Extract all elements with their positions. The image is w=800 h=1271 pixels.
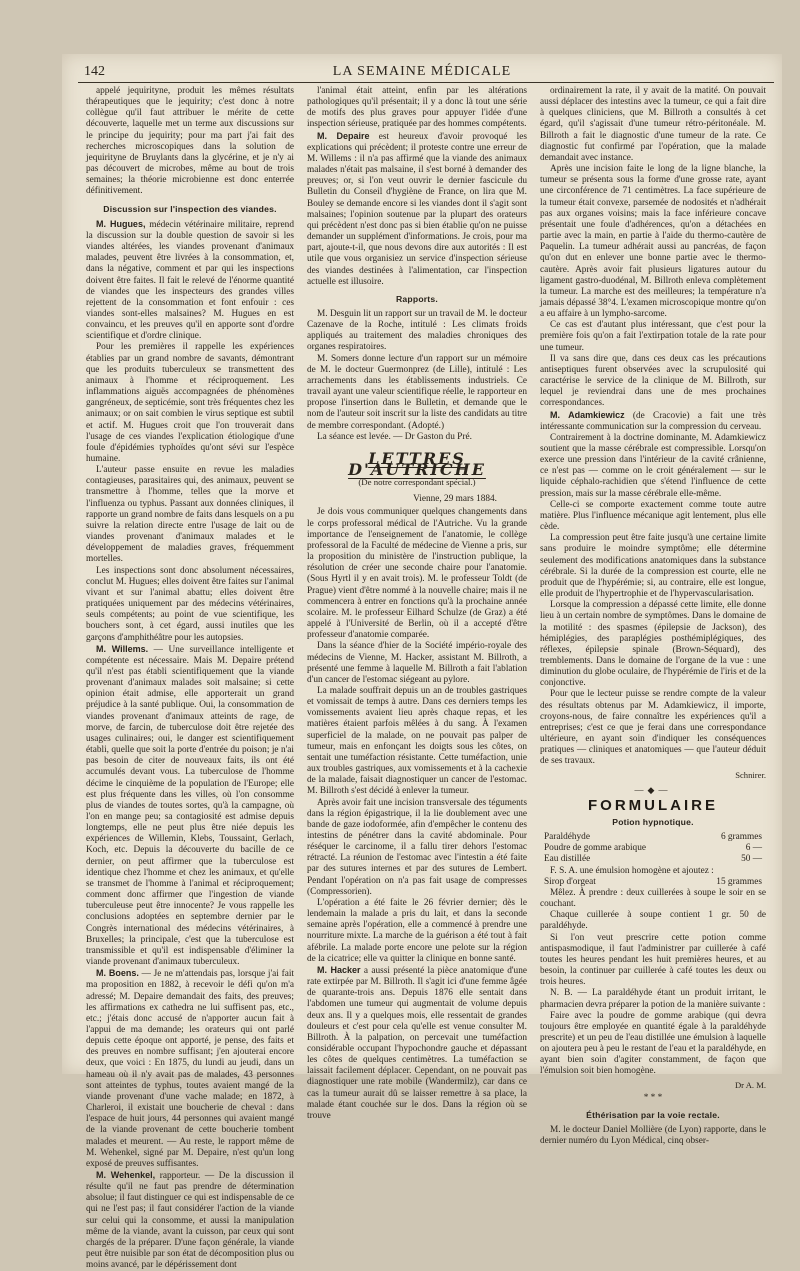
signature: Schnirer.	[735, 769, 766, 780]
newspaper-page	[62, 54, 782, 1271]
speaker-name: M. Boens.	[96, 968, 139, 979]
paragraph: Je dois vous communiquer quelques changements dans le corps professoral médical de l'Autriche. Vu la grande importance de l'enseignement de l'anatomie, le collège professoral de la Faculté de médecine de Vienne a pris, sur la proposition du ministère de l'instruction publique, la résolution de créer une seconde chaire pour l'anatomie. (Sous Hyrtl il y en avait trois). M. le professeur Toldt (de Prague) vient d'être nommé à la nouvelle chaire; mais il ne commencera à entrer en fonctions qu'à la prochaine année scolaire. M. le professeur Eilhard Schulze (de Graz) a été appelé à l'Université de Berlin, où il a accepté d'être professeur d'anatomie comparée.	[307, 507, 527, 641]
ingredient-name: Eau distillée	[544, 854, 591, 865]
recipe-line	[540, 832, 766, 843]
journal-title: LA SEMAINE MÉDICALE	[332, 64, 512, 79]
letter-date: Vienne, 29 mars 1884.	[413, 494, 497, 505]
speaker-name: M. Hugues,	[96, 218, 146, 229]
ingredient-qty: 6 —	[745, 843, 762, 854]
paragraph-text: est heureux d'avoir provoqué les explications qui précèdent; il proteste contre une erreur de M. Willems : il n'a pas affirmé que la viande des animaux malades n'était pas malsaine, il s'est borné à demander des preuves; or, si l'on veut ouvrir le dernier fascicule du Bulletin du Conseil d'hygiène de France, on lira que M. Bouley se demande encore si les viandes dont il s'agit sont malsaines; l'opinion soutenue par la plupart des orateurs qui précèdent n'est donc pas si bien établie qu'on ne puisse demander un supplément d'informations. Je crois, pour ma part, ajoute-t-il, que nous devons dire aux autorités : Il est utile que vous organisiez un service d'inspection sérieuse des viandes destinées à l'alimentation, car l'inspection actuelle est illusoire.	[307, 131, 527, 287]
speaker-name: M. Depaire	[317, 130, 370, 141]
ingredient-name: Sirop d'orgeat	[544, 876, 596, 887]
paragraph: Contrairement à la doctrine dominante, M. Adamkiewicz soutient que la masse cérébrale est compressible. Lorsqu'on exerce une pression dans l'intérieur de la cavité crânienne, ce n'est pas — comme on le croit généralement — sur le liquide céphalo-rachidien que s'étend l'influence de cette pression, mais sur la masse cérébrale elle-même.	[540, 432, 766, 499]
column-1	[86, 86, 294, 1271]
signature: Dr A. M.	[734, 1079, 766, 1090]
paragraph: L'opération a été faite le 26 février dernier; dès le lendemain la malade a pris du lait, et dans la seconde semaine après l'opération, elle a commencé à prendre une nourriture mixte. La marche de la guérison a été tout à fait afébrile. La malade porte encore une pelote sur la région de la cicatrice; elle va quitter la clinique en bonne santé.	[307, 897, 527, 964]
page-number: 142	[84, 64, 105, 79]
paragraph: Celle-ci se comporte exactement comme toute autre matière. Plus l'influence mécanique agit lentement, plus elle cède.	[540, 499, 766, 533]
ornament-divider: —◆—	[634, 784, 672, 795]
paragraph: ordinairement la rate, il y avait de la matité. On pouvait aussi déplacer des intestins avec la tumeur, ce qui a fait dire à quelques cliniciens, que M. Billroth a consultés à cet égard, qu'il s'agissait d'une tumeur rétro-péritonéale. M. Billroth a fait le diagnostic d'une tumeur de la rate. Ce diagnostic fut confirmé par l'opération, que la malade demandait avec instance.	[540, 86, 766, 163]
paragraph-text: a aussi présenté la pièce anatomique d'une rate extirpée par M. Billroth. Il s'agit ici d'une femme âgée de quarante-trois ans. Depuis 1876 elle sentait dans l'abdomen une tumeur qui augmentait de volume depuis deux ans. Il y a quelques mois, elle ressentait de grandes douleurs et c'est pour cela qu'elle est venue consulter M. Billroth. À la palpation, on percevait une tuméfaction considérable occupant l'hypochondre gauche et dépassant les côtes de quelques centimètres. La tuméfaction se laissait facilement déplacer. Cependant, on ne pouvait pas diagnostiquer une rate mobile (Wandermilz), car dans ce cas la tumeur aurait dû se laisser remettre à sa place, la malade étant couchée sur le dos. Dans la région où se trouve	[307, 965, 527, 1121]
header-rule	[78, 82, 774, 83]
paragraph	[86, 644, 294, 969]
page-header	[62, 58, 782, 78]
paragraph: La compression peut être faite jusqu'à une certaine limite sans produire le moindre symptôme; elle détermine seulement des modifications anatomiques dans la substance cérébrale. Si la durée de la compression est courte, elle ne produit que de l'hypérémie; si, au contraire, elle est longue, elle produit de l'hypertrophie et de l'hypervascularisation.	[540, 533, 766, 600]
correspondent-note: (De notre correspondant spécial.)	[358, 477, 476, 488]
paragraph	[540, 410, 766, 433]
paragraph	[86, 1170, 294, 1271]
paragraph: La malade souffrait depuis un an de troubles gastriques et vomissait de temps à autre. Dans ces derniers temps les vomissements avaient lieu après chaque repas, et les matières étaient parfois mêlées à du sang. À l'examen superficiel de la malade, on ne pouvait pas palper de tumeur, mais en enfonçant les doigts sous les côtes, on sentait une tuméfaction résistante. Cette tuméfaction, unie aux troubles gastriques, aux vomissements et à la cachexie de la malade, faisait diagnostiquer un cancer de l'estomac. M. Billroth s'est décidé à enlever la tumeur.	[307, 685, 527, 797]
formulaire-heading: FORMULAIRE	[588, 796, 718, 814]
paragraph: Pour les premières il rappelle les expériences établies par un grand nombre de savants, démontrant que les produits tuberculeux se transmettent des animaux à l'homme et réciproquement. Les inflammations aiguës accompagnées de phénomènes gangréneux, de septicémie, sont très fréquentes chez les animaux; or on sait combien le virus septique est subtil et actif. M. Hugues croit que l'on trouverait dans l'usage de ces viandes l'explication étiologique d'une foule d'épidémies typhoïdes qu'ont sévi sur l'espèce humaine.	[86, 342, 294, 464]
paragraph	[307, 131, 527, 288]
paragraph: Lorsque la compression a dépassé cette limite, elle donne lieu à un certain nombre de symptômes. Dans le domaine de la motilité : des spasmes (épilepsie de Jackson), des hémiplégies, des paraplégies posthémiplégiques, des réflexes, épilepsie spinale (Brown-Séquard), des tremblements. Dans le domaine de l'organe de la vue : une diminution du globe oculaire, de l'hypérémie de l'iris et de la conjonctive.	[540, 600, 766, 689]
paragraph: L'auteur passe ensuite en revue les maladies contagieuses, parasitaires qui, des animaux, peuvent se transmettre à l'homme, telles que la morve et l'influenza ou typhus. Passant aux données cliniques, il rapporte un grand nombre de faits dans lesquels on a pu suivre la relation directe entre l'usage de lait ou de viandes provenant d'animaux malades et le développement de maladies graves, fréquemment mortelles.	[86, 465, 294, 565]
speaker-name: M. Wehenkel,	[96, 1170, 156, 1180]
recipe-line	[540, 877, 766, 888]
paragraph-text: médecin vétérinaire militaire, reprend la discussion sur la double question de savoir si les viandes altérées, les viandes provenant d'animaux malades, peuvent être livrées à la consommation, et, dans la négative, comment et par qui les inspections doivent être faites. Il fait le relevé de l'énorme quantité de viandes que les inspecteurs des grandes villes rejettent de la consommation et font enfouir : ces viandes sont-elles malsaines? M. Hugues en est convaincu, et les preuves qu'il en apporte sont d'ordre scientifique et d'ordre clinique.	[86, 219, 294, 342]
recipe-heading: Potion hypnotique.	[612, 817, 694, 827]
paragraph: Faire avec la poudre de gomme arabique (qui devra toujours être employée en quantité égale à la paraldéhyde prescrite) et un peu de l'eau distillée une émulsion à laquelle on ajoutera peu à peu le restant de l'eau et la paraldéhyde, en ayant bien soin d'agiter constamment, de façon que l'émulsion soit bien homogène.	[540, 1010, 766, 1077]
paragraph: l'animal était atteint, enfin par les altérations pathologiques qu'il présentait; il y a donc là tout une série de motifs des plus graves pour appuyer l'idée d'une inspection sérieuse, pratiquée par des hommes compétents.	[307, 86, 527, 130]
column-2	[307, 86, 527, 1121]
paragraph	[307, 965, 527, 1122]
ingredient-name: Paraldéhyde	[544, 832, 590, 843]
paragraph: Après une incision faite le long de la ligne blanche, la tumeur se présenta sous la forme d'une grosse rate, ayant une circonférence de 71 centimètres. La face supérieure de la tumeur était convexe, parsemée de nodosités et n'adhérait pas aux organes voisins; mais la face inférieure concave présentait une foule d'adhérences, qu'on a détachées en partie avec la main, en partie à l'aide du thermo-cautère de Paquelin. La tumeur adhérait aussi au pancréas, de façon qu'on dut en enlever une bonne partie avec le thermo-cautère. Après avoir fait plusieurs ligatures autour du ligament gastro-duodénal, M. Billroth enleva complètement la tumeur. La marche est des meilleures; la température n'a jamais dépassé 38°4. L'examen microscopique montre qu'on a eu affaire à un lympho-sarcome.	[540, 164, 766, 320]
paragraph: M. le docteur Daniel Mollière (de Lyon) rapporte, dans le dernier numéro du Lyon Médical, cinq obser-	[540, 1125, 766, 1147]
paragraph: Il va sans dire que, dans ces deux cas les précautions antiseptiques furent observées avec la scrupulosité qui caractérise le service de la clinique de M. Billroth, sur lequel je reviendrai dans une de mes prochaines correspondances.	[540, 353, 766, 409]
paragraph: appelé jequirityne, produit les mêmes résultats thérapeutiques que le jequirity; c'est donc à notre collègue qu'il faut attribuer le mérite de cette découverte, laquelle met un terme aux discussions sur le principe du jequirity; pour ma part j'ai fait des recherches microscopiques dans la solution de jequirityne de Bruylants dans la glycérine, et je n'y ai pas découvert de microbes, même au bout de trois semaines; la théorie microbienne est donc enterrée définitivement.	[86, 86, 294, 197]
paragraph: N. B. — La paraldéhyde étant un produit irritant, le pharmacien devra préparer la potion de la manière suivante :	[540, 988, 766, 1010]
section-heading-inspection: Discussion sur l'inspection des viandes.	[103, 203, 277, 214]
ingredient-qty: 6 grammes	[720, 832, 762, 843]
speaker-name: M. Adamkiewicz	[550, 409, 625, 420]
paragraph: Mêlez. À prendre : deux cuillerées à soupe le soir en se couchant.	[540, 887, 766, 910]
paragraph-text: — Je ne m'attendais pas, lorsque j'ai fait ma proposition en 1882, à recevoir le défi qu'on m'a adressé; M. Depaire demandait des faits, des preuves; les affirmations ex cathedra ne lui suffisent pas, etc., etc.; j'étais donc accusé de n'apporter aucun fait à l'appui de ma demande; les orateurs qui ont parlé depuis cette époque ont apporté, je pense, des faits et des preuves en nombre suffisant; j'en ajouterai encore deux, que voici : En 1875, du lundi au jeudi, dans un hameau où il n'y avait pas de malades, 43 personnes sont atteintes de typhus, toutes avaient mangé de la viande provenant d'une vache malade; en 1872, à Charleroi, il existait une boucherie de cheval : dans l'espace de huit jours, 44 personnes qui avaient mangé de la viande provenant de cette boucherie tombent malades et meurent. — Au reste, le rapport même de M. Wehenkel, signé par M. Depaire, n'est qu'un long exposé de preuves suffisantes.	[86, 969, 294, 1169]
ingredient-name: Poudre de gomme arabique	[544, 843, 646, 854]
paragraph-text: (de Cracovie) a fait une très intéressante communication sur la compression du cerveau.	[540, 410, 766, 432]
paragraph: Si l'on veut prescrire cette potion comme antispasmodique, il faut l'administrer par cuillerée à café toutes les heures pendant les huit premières heures, et au besoin, la continuer par cuillerée à café toutes les deux ou trois heures.	[540, 932, 766, 988]
paragraph: Pour que le lecteur puisse se rendre compte de la valeur des résultats obtenus par M. Adamkiewicz, il importe, croyons-nous, de faire connaître les expériences qu'il a entreprises; c'est ce que je ferai dans une correspondance ultérieure, en ayant soin d'indiquer les conséquences pratiques — cliniques et anatomiques — que l'auteur déduit de ses travaux.	[540, 689, 766, 767]
session-close: La séance est levée. — Dr Gaston du Pré.	[317, 431, 472, 442]
paragraph-text: — Une surveillance intelligente et compétente est nécessaire. Mais M. Depaire prétend qu'il n'est pas établi scientifiquement que la viande provenant d'animaux malades soit malsaine; si cette opinion était admise, elle apporterait un grand préjudice à la santé publique. Oui, la consommation de viandes provenant d'animaux atteints de rage, de morve, de farcin, de tuberculose doit être rejetée des usages culinaires; oui, le danger est scientifiquement établi, quelle que soit la porte d'entrée du poison; je n'ai pas besoin de citer de nouveaux faits, ils ont été accumulés devant vous. La tuberculose de l'homme décime le cinquième de la population de l'Europe; elle est plus fréquente dans les villes, où l'on consomme plus de viandes de toutes sortes, qu'à la campagne, où l'on en mange peu; sa contagiosité est admise depuis longtemps, elle ne peut plus être niée depuis les expériences de Willemin, Klebs, Toussaint, Gerlach, Koch, etc. Depuis la découverte du bacille de ce dernier, on peut affirmer que la tuberculose est identique chez l'homme et chez les animaux, et qu'elle se transmet de l'homme à l'animal et réciproquement; comment donc affirmer que l'ingestion de viande tuberculeuse peut être innocente? Je vous rappelle les conclusions adoptées en septembre dernier par le Congrès international des médecins vétérinaires, à Bruxelles; la principale, c'est que la tuberculose est transmissible et qu'il est indispensable d'éliminer la viande provenant d'animaux tuberculeux.	[86, 644, 294, 968]
paragraph-text: rapporteur. — De la discussion il résulte qu'il ne faut pas prendre de détermination absolue; il faut distinguer ce qui est indispensable de ce qui ne l'est pas; il faut considérer l'action de la viande sur celui qui la consomme, et aussi la manipulation même de la viande, avant la cuisson, par ceux qui sont chargés de la préparer. D'une façon générale, la viande peut être nuisible par son état de décomposition plus ou moins avancé, par le dépérissement dont	[86, 1171, 294, 1271]
paragraph: Dans la séance d'hier de la Société império-royale des médecins de Vienne, M. Hacker, assistant M. Billroth, a présenté une femme à laquelle M. Billroth a fait l'ablation d'un cancer de l'estomac siégeant au pylore.	[307, 641, 527, 685]
speaker-name: M. Willems.	[96, 643, 149, 654]
paragraph: Ce cas est d'autant plus intéressant, que c'est pour la première fois qu'on a fait l'extirpation totale de la rate pour une tumeur.	[540, 320, 766, 353]
paragraph: Après avoir fait une incision transversale des téguments dans la région épigastrique, il la lie doublement avec une bande de gaze iodoformée, afin d'empêcher le contenu des intestins de pénétrer dans la cavité abdominale. Pour réséquer le carcinome, il a fallu tirer dehors l'estomac rétracté. La réunion de l'estomac avec l'intestin a été faite par des sutures internes et par des sutures de Lembert. Pendant l'opération on n'a pas fait usage de compresses (Compressorien).	[307, 797, 527, 897]
recipe-line	[540, 854, 766, 865]
paragraph: Chaque cuillerée à soupe contient 1 gr. 50 de paraldéhyde.	[540, 910, 766, 932]
paragraph	[86, 968, 294, 1170]
paragraph: M. Desguin lit un rapport sur un travail de M. le docteur Cazenave de la Roche, intitulé : Les climats froids appliqués au traitement des maladies chroniques des organes respiratoires.	[307, 308, 527, 353]
section-heading-rapports: Rapports.	[396, 293, 438, 304]
paragraph	[86, 219, 294, 343]
section-heading-etherisation: Éthérisation par la voie rectale.	[586, 1109, 720, 1120]
speaker-name: M. Hacker	[317, 964, 361, 975]
ingredient-qty: 50 —	[741, 854, 762, 865]
asterism: * * *	[643, 1092, 663, 1103]
recipe-line	[540, 843, 766, 854]
paragraph: Les inspections sont donc absolument nécessaires, conclut M. Hugues; elles doivent être faites sur l'animal vivant et sur l'animal abattu; elles doivent être pratiquées uniquement par des médecins vétérinaires, seuls compétents; au point de vue scientifique, les bouchers sont, à cet égard, aussi inutiles que les garçons d'amphithéâtre pour les autopsies.	[86, 565, 294, 643]
lettres-heading: LETTRES D'AUTRICHE	[348, 448, 486, 479]
ingredient-qty: 15 grammes	[716, 876, 762, 887]
column-3	[540, 86, 766, 1147]
paragraph: M. Somers donne lecture d'un rapport sur un mémoire de M. le docteur Guermonprez (de Lille), intitulé : Les arrachements dans les établissements industriels. Ce travail ayant une valeur scientifique réelle, le rapporteur en propose l'insertion dans le Bulletin, et demande que le nom de l'auteur soit inscrit sur la liste des candidats au titre de membre correspondant. (Adopté.)	[307, 353, 527, 431]
paragraph: F. S. A. une émulsion homogène et ajoutez :	[550, 865, 714, 876]
